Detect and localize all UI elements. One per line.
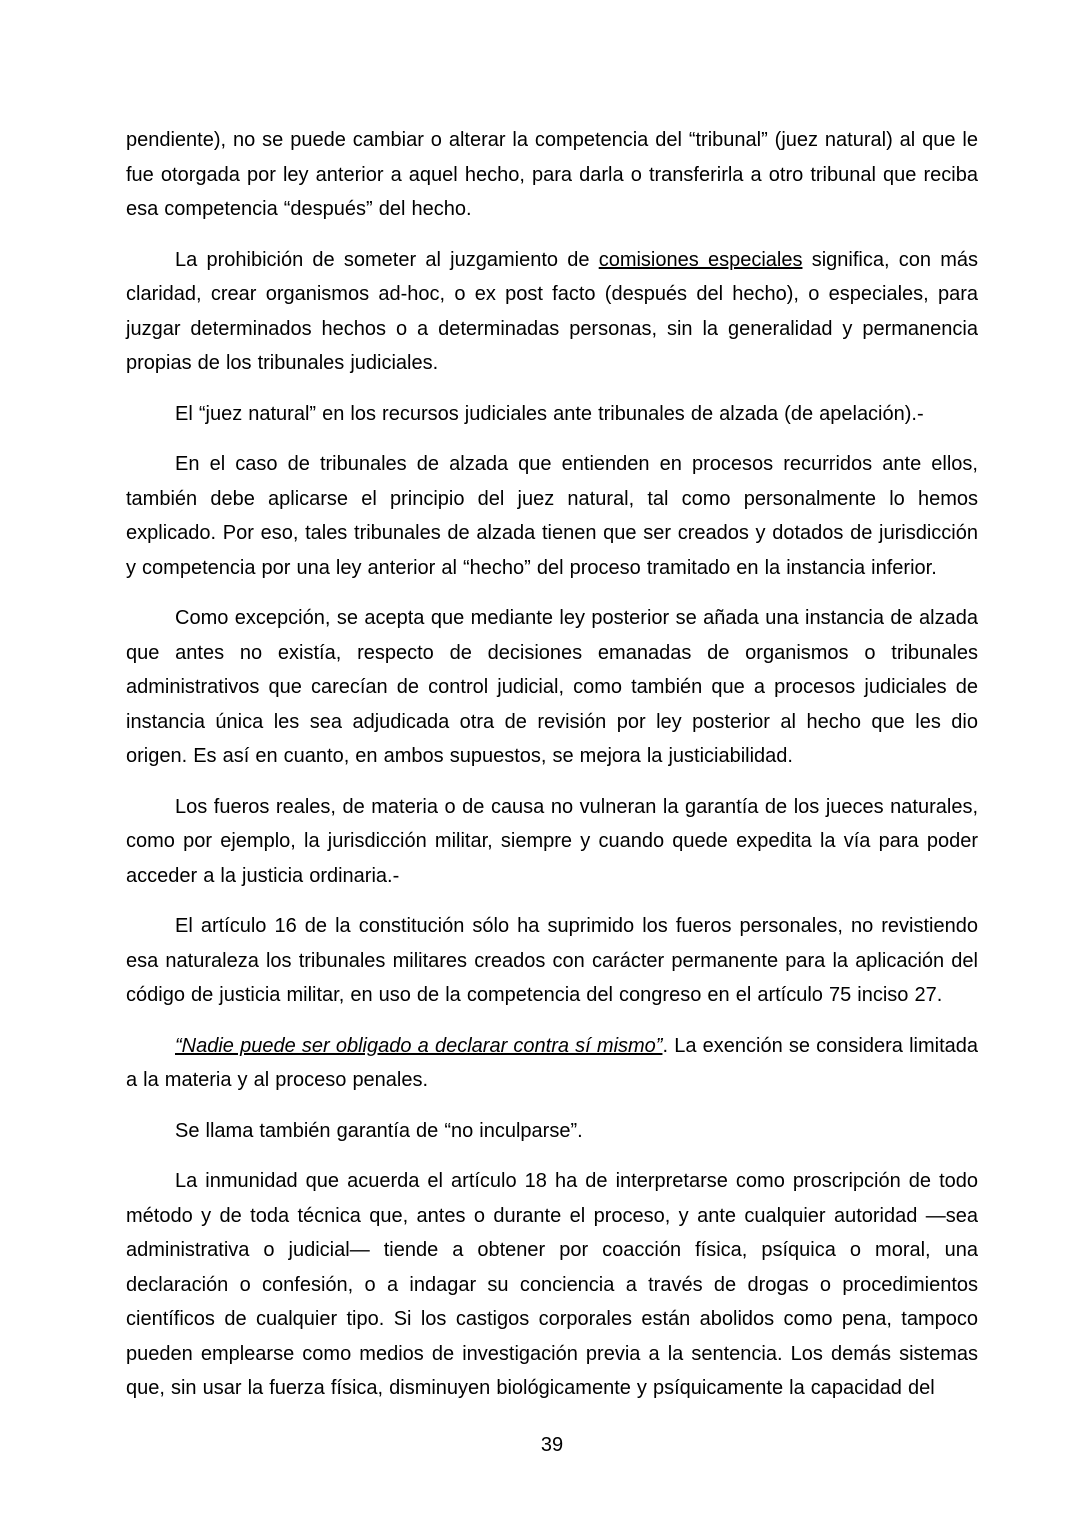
text-run: La prohibición de someter al juzgamiento de xyxy=(175,248,599,271)
paragraph xyxy=(126,909,978,1013)
paragraph xyxy=(126,790,978,894)
page-number: 39 xyxy=(540,1434,564,1456)
page-footer xyxy=(126,1433,978,1457)
paragraph xyxy=(126,447,978,585)
text-run: significa, con más claridad, crear organismos ad-hoc, o ex post facto (después del hecho), o especiales, para juzgar determinados hechos o a determinadas personas, sin la generalidad y permanencia propias de los tribunales judiciales. xyxy=(126,248,978,374)
paragraph xyxy=(126,123,978,227)
text-run: La inmunidad que acuerda el artículo 18 ha de interpretarse como proscripción de todo método y de toda técnica que, antes o durante el proceso, y ante cualquier autoridad —sea administrativa o judicial— tiende a obtener por coacción física, psíquica o moral, una declaración o confesión, o a indagar su conciencia a través de drogas o procedimientos científicos de cualquier tipo. Si los castigos corporales están abolidos como pena, tampoco pueden emplearse como medios de investigación previa a la sentencia. Los demás sistemas que, sin usar la fuerza física, disminuyen biológicamente y psíquicamente la capacidad del xyxy=(126,1170,978,1399)
text-run: “Nadie puede ser obligado a declarar contra sí mismo” xyxy=(175,1034,663,1057)
text-run: El artículo 16 de la constitución sólo ha suprimido los fueros personales, no revistiendo esa naturaleza los tribunales militares creados con carácter permanente para la aplicación del código de justicia militar, en uso de la competencia del congreso en el artículo 75 inciso 27. xyxy=(126,915,978,1006)
text-run: pendiente), no se puede cambiar o alterar la competencia del “tribunal” (juez natural) al que le fue otorgada por ley anterior a aquel hecho, para darla o transferirla a otro tribunal que reciba esa competencia “después” del hecho. xyxy=(126,129,978,220)
document-text-body xyxy=(126,123,978,1406)
text-run: En el caso de tribunales de alzada que entienden en procesos recurridos ante ellos, también debe aplicarse el principio del juez natural, tal como personalmente lo hemos explicado. Por eso, tales tribunales de alzada tienen que ser creados y dotados de jurisdicción y competencia por una ley anterior al “hecho” del proceso tramitado en la instancia inferior. xyxy=(126,453,978,579)
paragraph xyxy=(126,601,978,774)
paragraph xyxy=(126,1029,978,1098)
text-run: El “juez natural” en los recursos judiciales ante tribunales de alzada (de apelación).- xyxy=(175,402,924,425)
paragraph xyxy=(126,1164,978,1406)
text-run: comisiones especiales xyxy=(598,248,803,271)
text-run: Como excepción, se acepta que mediante ley posterior se añada una instancia de alzada que antes no existía, respecto de decisiones emanadas de organismos o tribunales administrativos que carecían de control judicial, como también que a procesos judiciales de instancia única les sea adjudicada otra de revisión por ley posterior al hecho que les dio origen. Es así en cuanto, en ambos supuestos, se mejora la justiciabilidad. xyxy=(126,607,978,767)
paragraph xyxy=(126,1114,978,1149)
text-run: Los fueros reales, de materia o de causa no vulneran la garantía de los jueces naturales, como por ejemplo, la jurisdicción militar, siempre y cuando quede expedita la vía para poder acceder a la justicia ordinaria.- xyxy=(126,795,978,887)
paragraph xyxy=(126,243,978,381)
paragraph xyxy=(126,397,978,432)
text-run: Se llama también garantía de “no inculparse”. xyxy=(175,1119,583,1142)
text-run: . La exención se considera limitada a la materia y al proceso penales. xyxy=(126,1034,978,1091)
